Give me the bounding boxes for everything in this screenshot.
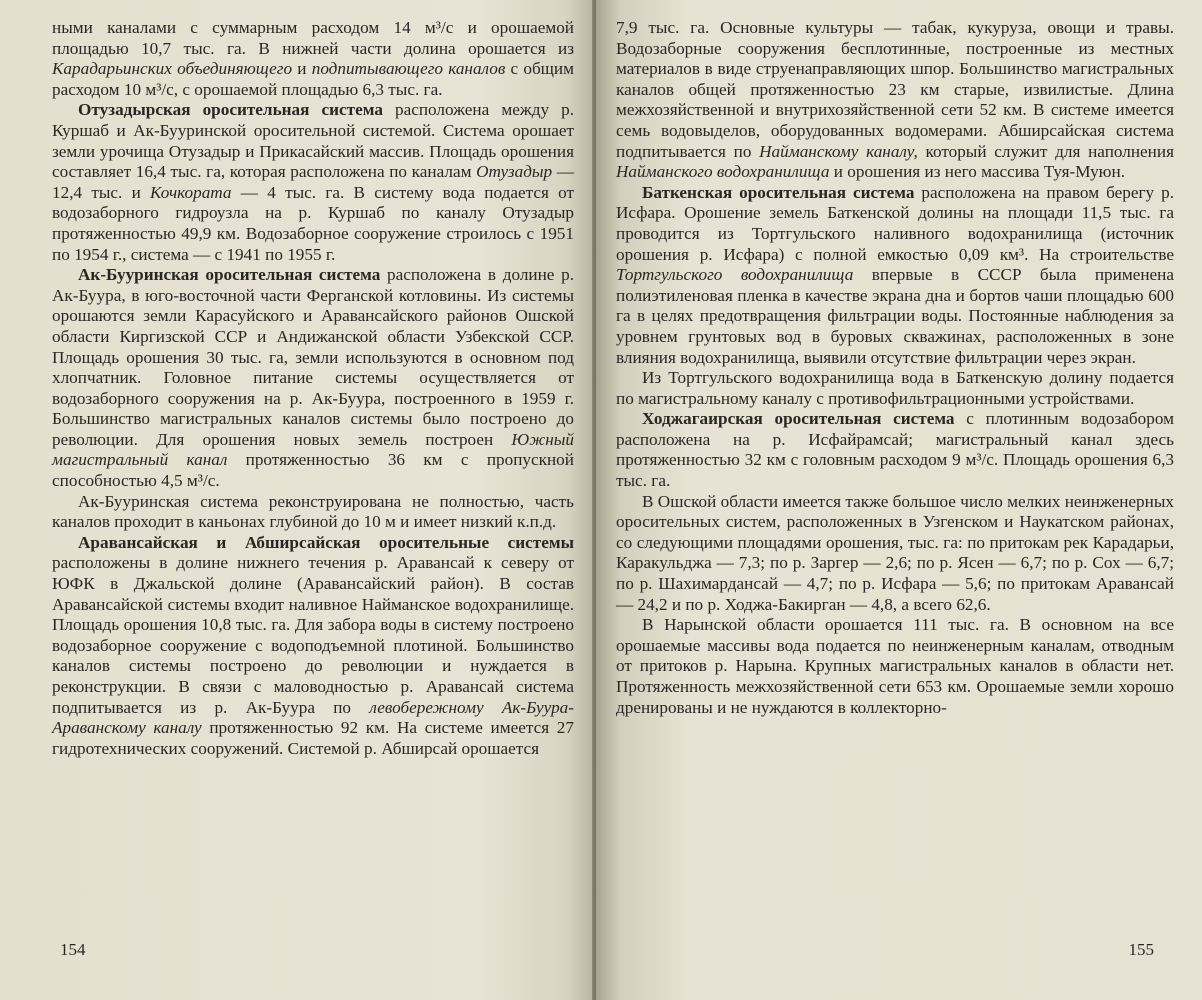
italic-term: Найманскому каналу, [759, 141, 918, 161]
text-run: протяженностью 36 км с пропускной способностью 4,5 м³/с. [52, 450, 574, 491]
right-page-number: 155 [1128, 940, 1154, 959]
paragraph [52, 100, 574, 265]
right-page-text [616, 18, 1174, 718]
italic-term: Карадарьинских объединяющего [52, 59, 293, 79]
text-run: который служит для наполнения [917, 141, 1174, 161]
paragraph [616, 183, 1174, 368]
italic-term: Найманского водохранилища [616, 162, 830, 182]
text-run: расположена в долине р. Ак-Буура, в юго-восточной части Ферганской котловины. Из системы орошаются земли Карасуйского и Аравансайского районов Ошской области Киргизской ССР и Андижанской области Узбекской ССР. Площадь орошения 30 тыс. га, земли используются в основном под хлопчатник. Головное питание системы осуществляется от водозаборного сооружения на р. Ак-Буура, построенного в 1959 г. Большинство магистральных каналов системы было построено до революции. Для орошения новых земель построен [52, 265, 574, 449]
text-run: с плотинным водозабором расположена на р. Исфайрамсай; магистральный канал здесь протяженностью 32 км с головным расходом 9 м³/с. Площадь орошения 6,3 тыс. га. [616, 409, 1174, 491]
right-page [596, 0, 1202, 1000]
paragraph [616, 18, 1174, 183]
text-run: ными каналами с суммарным расходом 14 м³/с и орошаемой площадью 10,7 тыс. га. В нижней части долина орошается из [52, 18, 574, 58]
paragraph [616, 615, 1174, 718]
italic-term: Тортгульского водохранилища [616, 265, 854, 285]
text-run: расположена между р. Куршаб и Ак-Бууринской оросительной системой. Система орошает земли урочища Отузадыр и Прикасайский массив. Площадь орошения составляет 16,4 тыс. га, которая расположена по каналам [52, 100, 574, 182]
left-page-number: 154 [60, 940, 86, 959]
paragraph [52, 18, 574, 100]
text-run: расположены в долине нижнего течения р. Аравансай к северу от ЮФК в Джальской долине (Аравансайский район). В состав Аравансайской системы входит наливное Найманское водохранилище. Площадь орошения 10,8 тыс. га. Для забора воды в систему построено водозаборное сооружение с водоподъемной плотиной. Большинство каналов системы построено до революции и нуждается в реконструкции. В связи с маловодностью р. Аравансай система подпитывается из р. Ак-Буура по [52, 553, 574, 717]
bold-heading: Ак-Бууринская оросительная система [78, 265, 381, 285]
text-run: впервые в СССР была применена полиэтиленовая пленка в качестве экрана дна и бортов чаши площадью 600 га в целях предотвращения фильтрации воды. Постоянные наблюдения за уровнем грунтовых вод в буровых скважинах, расположенных в зоне влияния водохранилища, выявили отсутствие фильтрации через экран. [616, 265, 1174, 367]
italic-term: Южный магистральный канал [52, 429, 574, 470]
paragraph [52, 265, 574, 492]
bold-heading: Отузадырская оросительная система [78, 100, 383, 120]
left-page [0, 0, 596, 1000]
text-run: Из Тортгульского водохранилища вода в Баткенскую долину подается по магистральному каналу с противофильтрационными устройствами. [616, 368, 1174, 408]
text-run: расположена на правом берегу р. Исфара. Орошение земель Баткенской долины на площади 11,5 тыс. га проводится из Тортгульского наливного водохранилища (источник орошения р. Исфара) с полной емкостью 0,09 км³. На строительстве [616, 182, 1174, 264]
paragraph [616, 368, 1174, 409]
italic-term: подпитывающего каналов [311, 59, 506, 79]
italic-term: Отузадыр [476, 162, 553, 182]
bold-heading: Баткенская оросительная система [642, 182, 915, 202]
text-run: и орошения из него массива Туя-Муюн. [829, 162, 1126, 182]
text-run: с общим расходом 10 м³/с, с орошаемой площадью 6,3 тыс. га. [52, 59, 574, 99]
italic-term: левобережному Ак-Буура-Араванскому каналу [52, 697, 574, 738]
text-run: — 4 тыс. га. В систему вода подается от водозаборного гидроузла на р. Куршаб по каналу Отузадыр протяженностью 49,9 км. Водозаборное сооружение строилось с 1951 по 1954 г., система — с 1941 по 1955 г. [52, 182, 574, 264]
text-run: — 12,4 тыс. и [52, 162, 574, 202]
bold-heading: Аравансайская и Абширсайская оросительные системы [78, 532, 574, 552]
text-run: протяженностью 92 км. На системе имеется 27 гидротехнических сооружений. Системой р. Абширсай орошается [52, 718, 574, 758]
text-run: 7,9 тыс. га. Основные культуры — табак, кукуруза, овощи и травы. Водозаборные сооружения бесплотинные, построенные из местных материалов в виде струенаправляющих шпор. Большинство магистральных каналов общей протяженностью 23 км старые, извилистые. Длина межхозяйственной и внутрихозяйственной сети 52 км. В системе имеется семь водовыделов, оборудованных водомерами. Абширсайская система подпитывается по [616, 18, 1174, 161]
text-run: и [292, 59, 312, 79]
text-run: В Ошской области имеется также большое число мелких неинженерных оросительных систем, расположенных в Узгенском и Наукатском районах, со следующими площадями орошения, тыс. га: по притокам рек Карадарьи, Каракульджа — 7,3; по р. Заргер — 2,6; по р. Ясен — 6,7; по р. Сох — 6,7; по р. Шахимардансай — 4,7; по р. Исфара — 5,6; по притокам Аравансай — 24,2 и по р. Ходжа-Бакирган — 4,8, а всего 62,6. [616, 491, 1174, 614]
paragraph [52, 492, 574, 533]
paragraph [616, 492, 1174, 616]
left-page-text [52, 18, 574, 759]
italic-term: Кочкората [150, 182, 232, 202]
paragraph [52, 533, 574, 760]
paragraph [616, 409, 1174, 491]
text-run: Ак-Бууринская система реконструирована не полностью, часть каналов проходит в каньонах глубиной до 10 м и имеет низкий к.п.д. [52, 491, 574, 532]
bold-heading: Ходжагаирская оросительная система [642, 409, 955, 429]
text-run: В Нарынской области орошается 111 тыс. га. В основном на все орошаемые массивы вода подается по неинженерным каналам, отводным от притоков р. Нарына. Крупных магистральных каналов в области нет. Протяженность межхозяйственной сети 653 км. Орошаемые земли хорошо дренированы и не нуждаются в коллекторно- [616, 615, 1174, 717]
